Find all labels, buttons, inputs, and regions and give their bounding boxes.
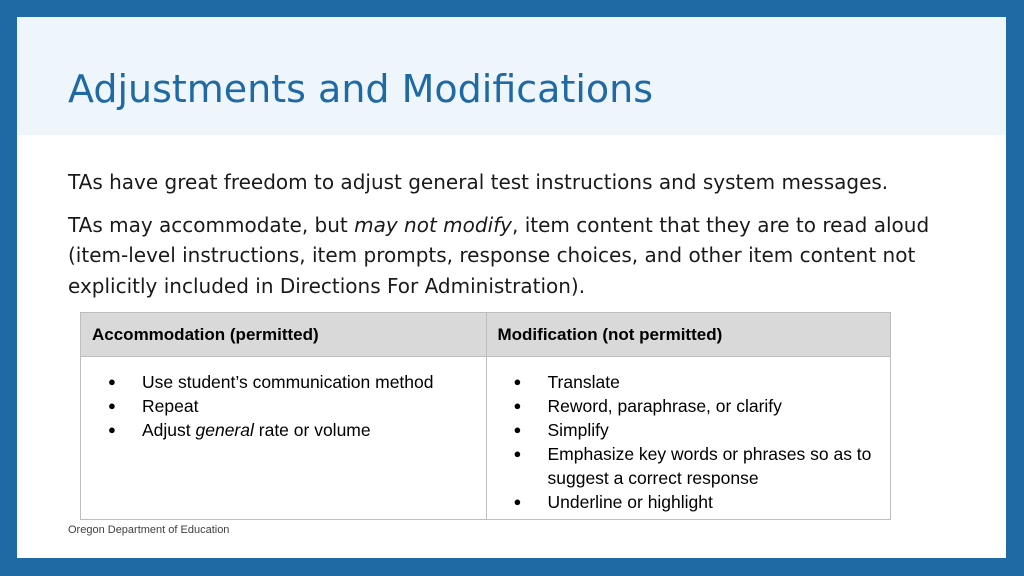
accommodation-list [81, 357, 486, 442]
paragraph-accommodate-end: , item content that they are to read aloud (item-level instructions, item prompts, response choices, and other item content not explicitly included in Directions For Administration). [68, 212, 930, 298]
paragraph-accommodate-emphasis: may not modify [354, 212, 513, 237]
list-item-start: Adjust [142, 420, 196, 440]
title-band [17, 17, 1006, 135]
slide-title: Adjustments and Modifications [68, 67, 654, 111]
list-item: ● Simplify [487, 418, 891, 442]
list-item: ● Reword, paraphrase, or clarify [487, 394, 891, 418]
footer-organization: Oregon Department of Education [68, 524, 230, 536]
slide-body [68, 167, 968, 301]
list-item-emphasis: general [195, 420, 254, 440]
list-item: ● Underline or highlight [487, 490, 891, 514]
slide [17, 17, 1006, 558]
paragraph-adjust: TAs have great freedom to adjust general test instructions and system messages. [68, 170, 889, 194]
list-item: ● Emphasize key words or phrases so as to suggest a correct response [487, 442, 891, 490]
paragraph-accommodate [68, 210, 968, 302]
list-item-end: rate or volume [253, 420, 371, 440]
modification-column [486, 313, 891, 519]
accommodation-column [81, 313, 486, 519]
modification-header: Modification (not permitted) [487, 313, 891, 357]
modification-list [487, 357, 891, 514]
list-item: ● Use student’s communication method [81, 370, 486, 394]
comparison-table [80, 312, 891, 520]
accommodation-header: Accommodation (permitted) [81, 313, 486, 357]
list-item: ● Translate [487, 370, 891, 394]
paragraph-accommodate-start: TAs may accommodate, but [68, 212, 355, 237]
list-item: ● Repeat [81, 394, 486, 418]
list-item [81, 418, 486, 442]
